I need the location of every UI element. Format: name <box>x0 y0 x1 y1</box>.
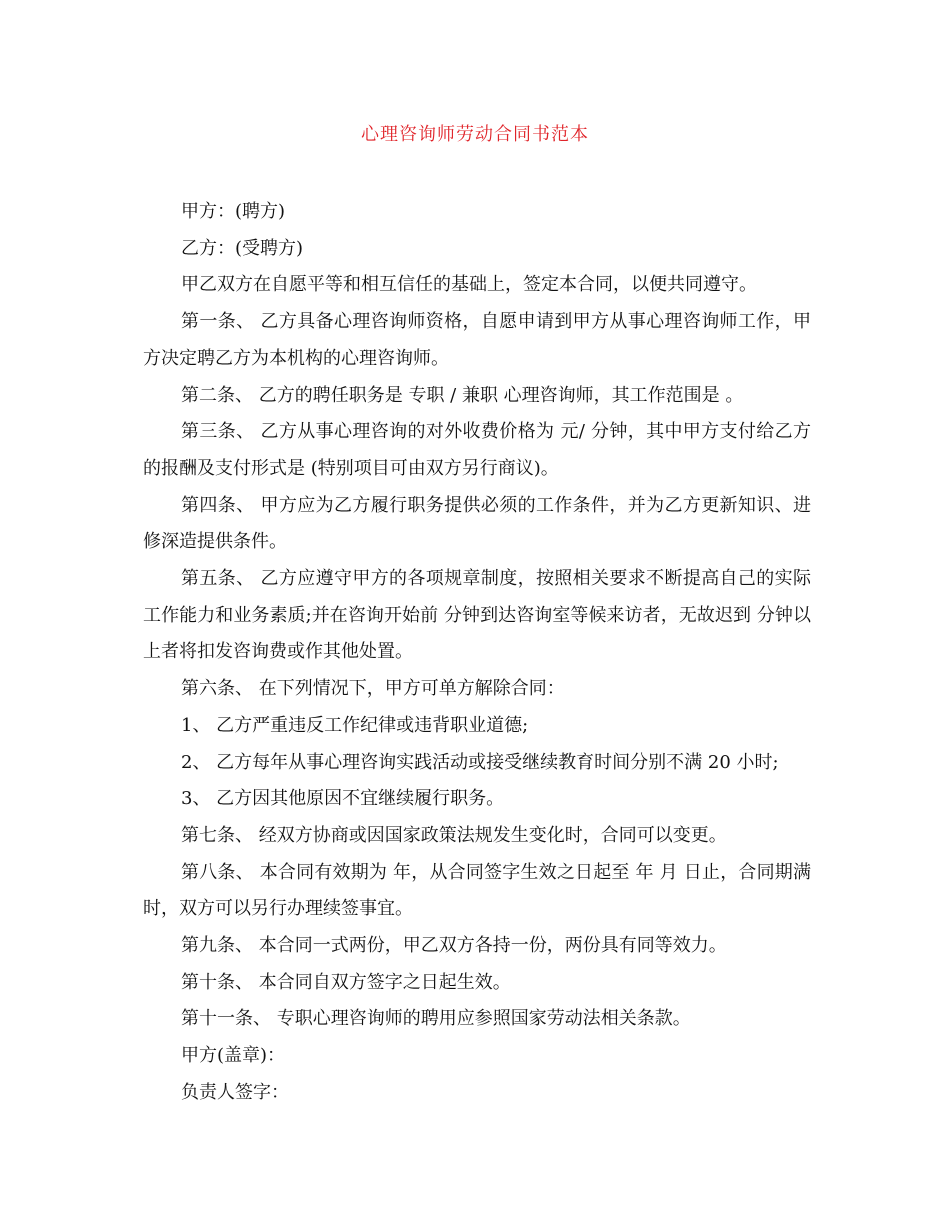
party-a-line: 甲方：(聘方) <box>181 201 286 222</box>
signatory-line: 负责人签字： <box>181 1081 289 1103</box>
article-7: 第七条、 经双方协商或因国家政策法规发生变化时，合同可以变更。 <box>181 824 727 846</box>
article-3: 第三条、 乙方从事心理咨询的对外收费价格为 元/ 分钟，其中甲方支付给乙方的报酬及支付形式是 (特别项目可由双方另行商议)。 <box>143 421 811 479</box>
article-8: 第八条、 本合同有效期为 年，从合同签字生效之日起至 年 月 日止，合同期满时，双方可以另行办理续签事宜。 <box>143 861 811 920</box>
article-6-item-1: 1、 乙方严重违反工作纪律或违背职业道德; <box>181 714 529 736</box>
preamble-paragraph: 甲乙双方在自愿平等和相互信任的基础上，签定本合同，以便共同遵守。 <box>181 274 757 296</box>
article-1: 第一条、 乙方具备心理咨询师资格，自愿申请到甲方从事心理咨询师工作，甲方决定聘乙方为本机构的心理咨询师。 <box>143 311 811 369</box>
article-10: 第十条、 本合同自双方签字之日起生效。 <box>181 971 511 993</box>
article-11: 第十一条、 专职心理咨询师的聘用应参照国家劳动法相关条款。 <box>181 1008 691 1030</box>
document-title: 心理咨询师劳动合同书范本 <box>361 124 589 145</box>
document-body <box>143 194 811 1112</box>
party-b-line: 乙方：(受聘方) <box>181 237 304 259</box>
article-9: 第九条、 本合同一式两份，甲乙双方各持一份，两份具有同等效力。 <box>181 935 727 957</box>
article-2: 第二条、 乙方的聘任职务是 专职 / 兼职 心理咨询师，其工作范围是 。 <box>181 384 744 406</box>
article-5: 第五条、 乙方应遵守甲方的各项规章制度，按照相关要求不断提高自己的实际工作能力和业务素质;并在咨询开始前 分钟到达咨询室等候来访者，无故迟到 分钟以上者将扣发咨询费或作其他处置。 <box>143 568 811 663</box>
party-a-seal-line: 甲方(盖章)： <box>181 1045 286 1067</box>
article-4: 第四条、 甲方应为乙方履行职务提供必须的工作条件，并为乙方更新知识、进修深造提供条件。 <box>143 494 811 553</box>
article-6: 第六条、 在下列情况下，甲方可单方解除合同： <box>181 678 565 700</box>
article-6-item-3: 3、 乙方因其他原因不宜继续履行职务。 <box>181 788 505 810</box>
article-6-item-2: 2、 乙方每年从事心理咨询实践活动或接受继续教育时间分别不满 20 小时; <box>181 751 779 773</box>
